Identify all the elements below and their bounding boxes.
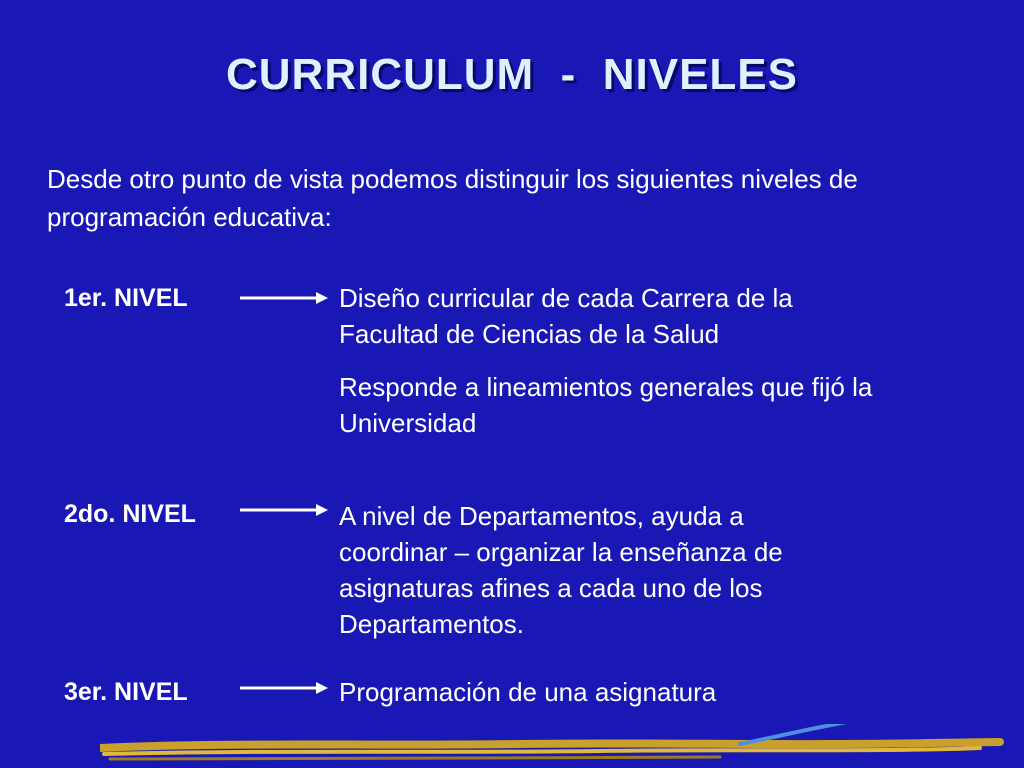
level-2-label: 2do. NIVEL: [64, 500, 196, 528]
level-2-desc-line: coordinar – organizar la enseñanza de: [339, 537, 783, 567]
level-3-description: [339, 674, 716, 710]
level-3-desc-line: Programación de una asignatura: [339, 677, 717, 707]
level-2-desc-line: asignaturas afines a cada uno de los: [339, 573, 763, 603]
level-1-label: 1er. NIVEL: [64, 284, 188, 312]
level-2-desc-line: Departamentos.: [339, 609, 524, 639]
level-1-extra: [339, 369, 872, 441]
decorative-bottom-stroke-icon: [100, 724, 1024, 768]
level-1-extra-line: Responde a lineamientos generales que fijó la: [339, 372, 873, 402]
level-1-description: [339, 280, 793, 352]
level-3-arrow-icon: [238, 676, 330, 700]
level-1-desc-line: Facultad de Ciencias de la Salud: [339, 319, 720, 349]
level-2-desc-line: A nivel de Departamentos, ayuda a: [339, 501, 744, 531]
level-2-description: [339, 498, 783, 642]
level-2-arrow-icon: [238, 498, 330, 522]
level-1-extra-line: Universidad: [339, 408, 477, 438]
slide-title: CURRICULUM - NIVELES: [226, 50, 798, 99]
level-1-arrow-icon: [238, 286, 330, 310]
level-1-desc-line: Diseño curricular de cada Carrera de la: [339, 283, 793, 313]
level-3-label: 3er. NIVEL: [64, 678, 188, 706]
intro-text: Desde otro punto de vista podemos distinguir los siguientes niveles de programación educativa:: [47, 164, 858, 232]
